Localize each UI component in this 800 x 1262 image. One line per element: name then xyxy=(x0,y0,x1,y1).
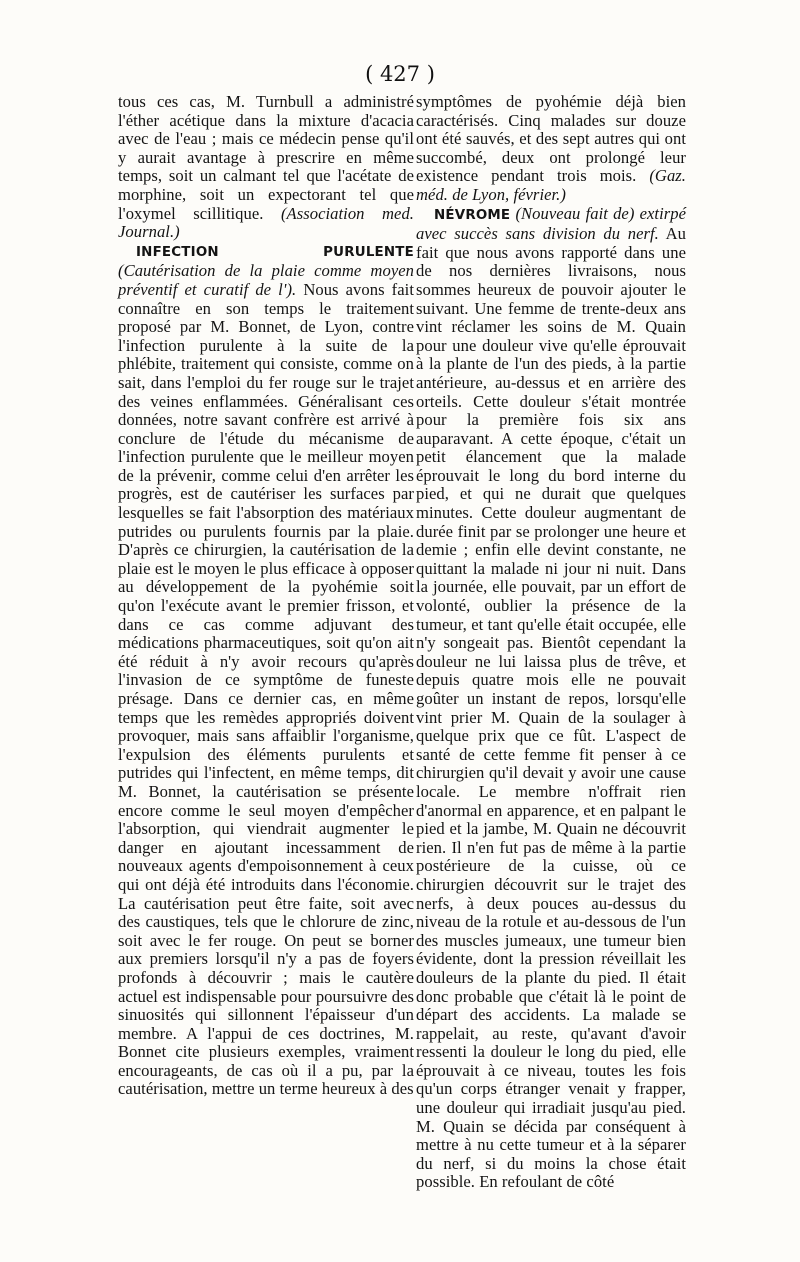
article-turnbull-ending xyxy=(118,93,414,242)
nevrome-text: Au fait que nous avons rapporté dans une de nos dernières livraisons, nous sommes heureux de pouvoir ajouter le suivant. Une femme de trente-deux ans vint réclamer les soins de M. Quain pour une douleur vive qu'elle éprouvait à la plante de l'un des pieds, à la partie antérieure, au-dessus et en arrière des orteils. Cette douleur s'était montrée pour la première fois six ans auparavant. A cette époque, c'était un petit élancement que la malade éprouvait le long du bord interne du pied, et qui ne durait que quelques minutes. Cette douleur augmentant de durée finit par se prolonger une heure et demie ; enfin elle devint constante, ne quittant la malade ni jour ni nuit. Dans la journée, elle pouvait, par un effort de volonté, oublier la présence de la tumeur, et tant qu'elle était occupée, elle n'y songeait pas. Bientôt cependant la douleur ne lui laissa plus de trêve, et depuis quatre mois elle ne pouvait goûter un instant de repos, lorsqu'elle vint prier M. Quain de la soulager à quelque prix que ce fût. L'aspect de santé de cette femme fit penser à ce chirurgien qu'il devait y avoir une cause locale. Le membre n'offrait rien d'anormal en apparence, et en palpant le pied et la jambe, M. Quain ne découvrit rien. Il n'en fut pas de même à la partie postérieure de la cuisse, où ce chirurgien découvrit sur le trajet des nerfs, à deux pouces au-dessus du niveau de la rotule et au-dessous de l'un des muscles jumeaux, une tumeur bien évidente, dont la pression réveillait les douleurs de la plante du pied. Il était donc probable que c'était là le point de départ des accidents. La malade se rappelait, au reste, qu'avant d'avoir ressenti la douleur le long du pied, elle éprouvait à ce niveau, toutes les fois qu'un corps étranger venait y frapper, une douleur qui irradiait jusqu'au pied. M. Quain se décida par conséquent à mettre à nu cette tumeur et à la séparer du nerf, si du moins la chose était possible. En refoulant de côté xyxy=(416,224,686,1192)
nevrome-heading: NÉVROME xyxy=(434,207,511,223)
pyohemie-source: (Gaz. méd. de Lyon, février.) xyxy=(416,166,687,204)
article-nevrome xyxy=(416,205,686,1192)
infection-subtitle: (Cautérisation de la plaie comme moyen préventif et curatif de l'). xyxy=(118,261,414,299)
page-number: ( 427 ) xyxy=(365,62,435,86)
article-pyohemie-ending xyxy=(416,93,686,205)
infection-text: Nous avons fait connaître en son temps le traitement proposé par M. Bonnet, de Lyon, contre l'infection purulente à la suite de la phlébite, traitement qui consiste, comme on sait, dans l'emploi du fer rouge sur le trajet des veines enflammées. Généralisant ces données, notre savant confrère est arrivé à conclure de l'étude du mécanisme de l'infection purulente que le meilleur moyen de la prévenir, comme celui d'en arrêter les progrès, est de cautériser les surfaces par lesquelles se fait l'absorption des matériaux putrides ou purulents fournis par la plaie. D'après ce chirurgien, la cautérisation de la plaie est le moyen le plus efficace à opposer au développement de la pyohémie soit qu'on l'exécute avant le premier frisson, et dans ce cas comme adjuvant des médications pharmaceutiques, soit qu'on ait été réduit à n'y avoir recours qu'après l'invasion de ce symptôme de funeste présage. Dans ce dernier cas, en même temps que les remèdes appropriés doivent provoquer, mais sans affaiblir l'organisme, l'expulsion des éléments purulents et putrides qui l'infectent, en même temps, dit M. Bonnet, la cautérisation se présente encore comme le seul moyen d'empêcher l'absorption, qui viendrait augmenter le danger en ajoutant incessamment de nouveaux agents d'empoisonnement à ceux qui ont déjà été introduits dans l'économie. La cautérisation peut être faite, soit avec des caustiques, tels que le chlorure de zinc, soit avec le fer rouge. On peut se borner aux premiers lorsqu'il n'y a pas de foyers profonds à découvrir ; mais le cautère actuel est indispensable pour poursuivre des sinuosités qui sillonnent l'épaisseur d'un membre. A l'appui de ces doctrines, M. Bonnet cite plusieurs exemples, vraiment encourageants, de cas où il a pu, par la cautérisation, mettre un terme heureux à des xyxy=(118,279,414,1099)
infection-heading: INFECTION PURULENTE xyxy=(136,244,414,260)
pyohemie-text: symptômes de pyohémie déjà bien caractérisés. Cinq malades sur douze ont été sauvés, et des sept autres qui ont succombé, deux ont prolongé leur existence pendant trois mois. xyxy=(416,92,686,186)
article-infection-purulente xyxy=(118,242,414,1099)
turnbull-text: tous ces cas, M. Turnbull a administré l'éther acétique dans la mixture d'acacia avec de l'eau ; mais ce médecin pense qu'il y aurait avantage à prescrire en même temps, soit un calmant tel que l'acétate de morphine, soit un expectorant tel que l'oxymel scillitique. xyxy=(118,92,414,223)
nevrome-subtitle: (Nouveau fait de) extirpé avec succès sans division du nerf. xyxy=(416,203,687,244)
left-column xyxy=(118,93,414,1099)
turnbull-source: (Association med. Journal.) xyxy=(118,203,414,242)
right-column xyxy=(416,93,686,1192)
